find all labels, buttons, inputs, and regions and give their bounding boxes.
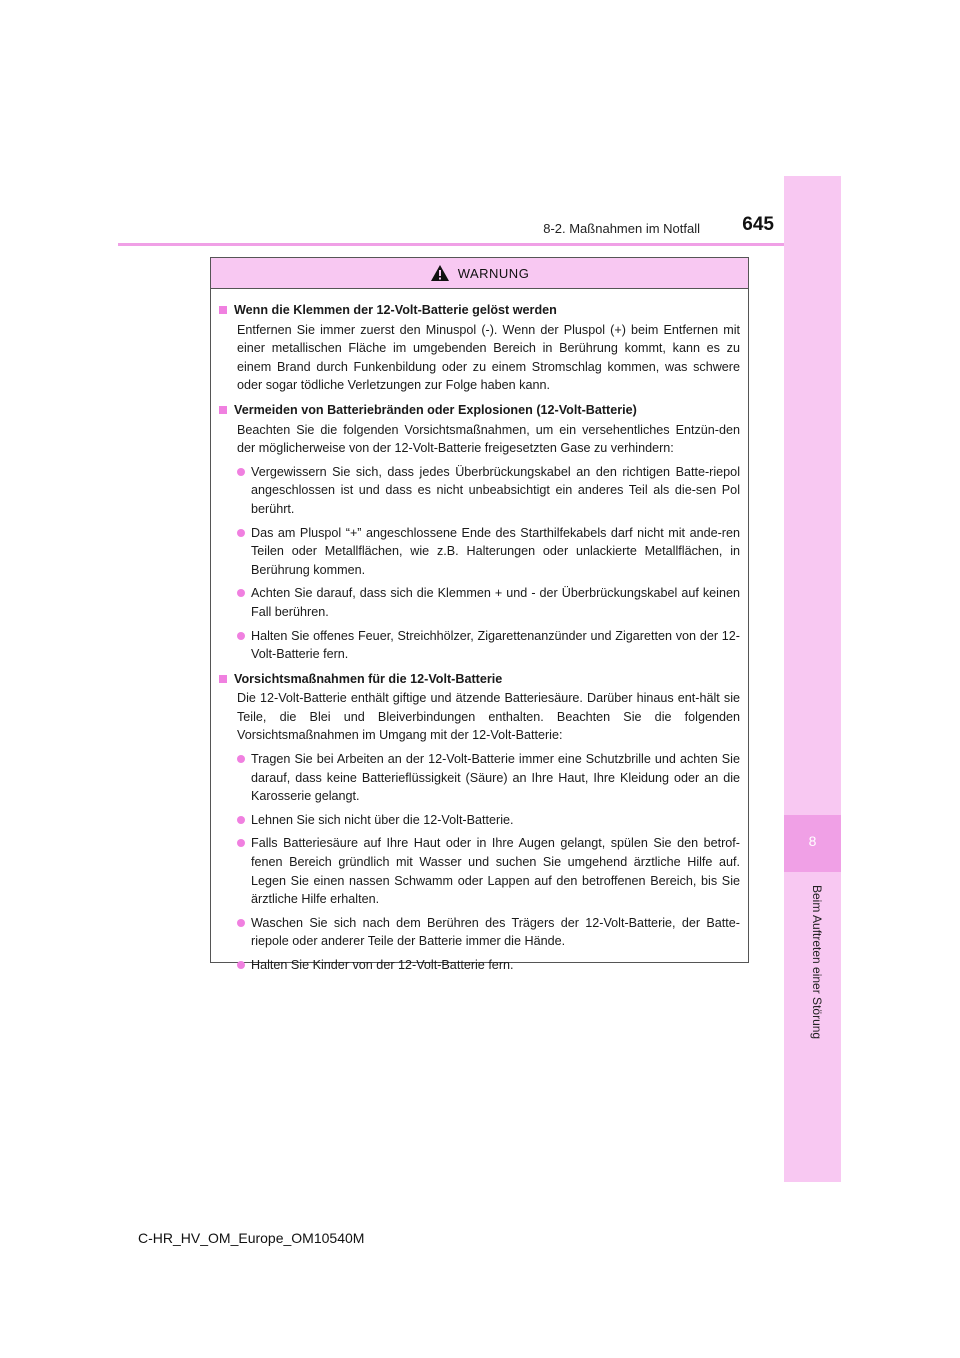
section-heading-text: Vermeiden von Batteriebränden oder Explosionen (12-Volt-Batterie)	[234, 402, 637, 417]
bullet-item	[237, 834, 740, 908]
circle-bullet-icon	[237, 919, 245, 927]
section-text: Die 12-Volt-Batterie enthält giftige und ätzende Batteriesäure. Darüber hinaus ent-hält sie Teile, die Blei und Bleiverbindungen enthalten. Beachten Sie die folgenden Vorsichtsmaßnahmen im Umgang mit der 12-Volt-Batterie:	[237, 691, 740, 743]
chapter-number: 8	[808, 833, 817, 849]
bullet-text: Halten Sie offenes Feuer, Streichhölzer, Zigarettenanzünder und Zigaretten von der 12-Volt-Batterie fern.	[251, 628, 740, 662]
section-text: Beachten Sie die folgenden Vorsichtsmaßnahmen, um ein versehentliches Entzün-den der möglicherweise von der 12-Volt-Batterie freigesetzten Gase zu verhindern:	[237, 422, 740, 456]
bullet-item	[237, 524, 740, 580]
section-text: Entfernen Sie immer zuerst den Minuspol (-). Wenn der Pluspol (+) beim Entfernen mit einer metallischen Fläche im umgebenden Bereich in Berührung kommt, kann es zu einem Brand durch Funkenbildung oder zu einem Stromschlag kommen, was schwere oder sogar tödliche Verletzungen zur Folge haben kann.	[237, 322, 740, 393]
bullet-text: Falls Batteriesäure auf Ihre Haut oder in Ihre Augen gelangt, spülen Sie den betrof-fenen Bereich gründlich mit Wasser und suchen Sie umgehend ärztliche Hilfe auf. Legen Sie einen nassen Schwamm oder Lappen auf den betroffenen Bereich, bis Sie ärztliche Hilfe erhalten.	[251, 836, 740, 907]
section-heading-text: Vorsichtsmaßnahmen für die 12-Volt-Batterie	[234, 671, 503, 686]
circle-bullet-icon	[237, 839, 245, 847]
bullet-text: Waschen Sie sich nach dem Berühren des Trägers der 12-Volt-Batterie, der Batte-riepole oder anderer Teile der Batterie immer die Hände.	[251, 915, 740, 949]
bullet-text: Lehnen Sie sich nicht über die 12-Volt-Batterie.	[251, 812, 514, 827]
section-heading	[219, 670, 740, 689]
warning-section	[219, 401, 740, 664]
page-number: 645	[742, 214, 774, 235]
bullet-text: Das am Pluspol “+” angeschlossene Ende des Starthilfekabels darf nicht mit ande-ren Teilen oder Metallflächen, wie z.B. Halterungen oder unlackierte Metallflächen, in Berührung kommen.	[251, 525, 740, 577]
bullet-text: Halten Sie Kinder von der 12-Volt-Batterie fern.	[251, 958, 514, 972]
section-heading	[219, 301, 740, 320]
circle-bullet-icon	[237, 755, 245, 763]
section-title: 8-2. Maßnahmen im Notfall	[543, 221, 700, 236]
section-heading	[219, 401, 740, 420]
document-id: C-HR_HV_OM_Europe_OM10540M	[138, 1230, 365, 1246]
bullet-item	[237, 463, 740, 519]
warning-header	[211, 258, 748, 289]
square-bullet-icon	[219, 406, 227, 414]
bullet-text: Tragen Sie bei Arbeiten an der 12-Volt-Batterie immer eine Schutzbrille und achten Sie darauf, dass keine Batterieflüssigkeit (Säure) an Ihre Haut, Ihre Kleidung oder an die Karosserie gelangt.	[251, 752, 740, 804]
warning-body	[211, 289, 748, 975]
section-heading-text: Wenn die Klemmen der 12-Volt-Batterie gelöst werden	[234, 303, 557, 317]
bullet-item	[237, 584, 740, 621]
warning-triangle-icon	[430, 264, 450, 282]
warning-box	[210, 257, 749, 972]
square-bullet-icon	[219, 675, 227, 683]
circle-bullet-icon	[237, 816, 245, 824]
warning-section	[219, 301, 740, 395]
warning-section	[219, 670, 740, 975]
bullet-text: Vergewissern Sie sich, dass jedes Überbrückungskabel an den richtigen Batte-riepol angeschlossen ist und dass es nicht unbeabsichtigt ein anderes Teil als die-sen Pol berührt.	[251, 464, 740, 516]
circle-bullet-icon	[237, 632, 245, 640]
circle-bullet-icon	[237, 961, 245, 969]
bullet-item	[237, 811, 740, 830]
circle-bullet-icon	[237, 468, 245, 476]
square-bullet-icon	[219, 306, 227, 314]
warning-title: WARNUNG	[457, 265, 530, 281]
bullet-item	[237, 956, 740, 975]
bullet-item	[237, 627, 740, 664]
header-rule	[118, 243, 840, 246]
circle-bullet-icon	[237, 589, 245, 597]
circle-bullet-icon	[237, 529, 245, 537]
bullet-item	[237, 750, 740, 806]
bullet-text: Achten Sie darauf, dass sich die Klemmen + und - der Überbrückungskabel auf keinen Fall berühren.	[251, 586, 740, 619]
chapter-title: Beim Auftreten einer Störung	[810, 885, 824, 1040]
bullet-item	[237, 914, 740, 951]
